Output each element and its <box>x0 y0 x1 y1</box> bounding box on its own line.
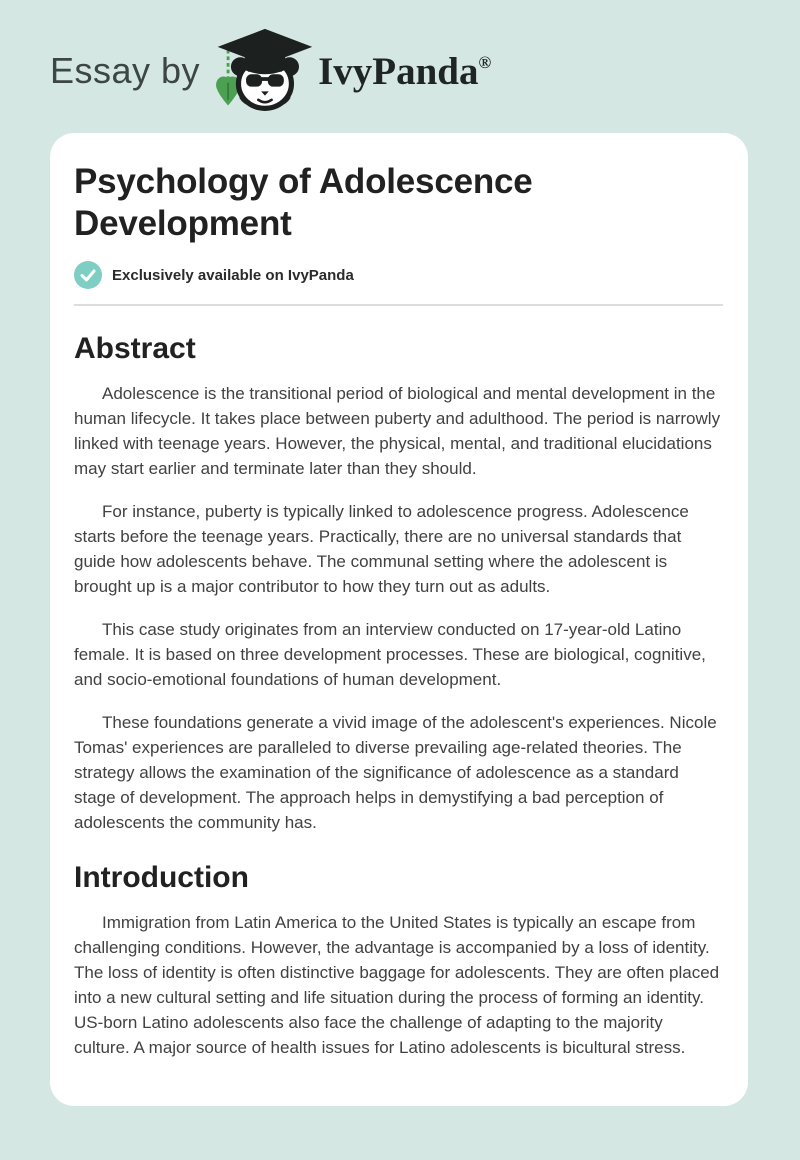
page-header <box>0 0 800 118</box>
registered-mark: ® <box>478 52 492 72</box>
essay-title: Psychology of Adolescence Development <box>74 162 533 243</box>
essay-by-label: Essay by <box>50 50 201 91</box>
section-heading-abstract: Abstract <box>74 332 196 365</box>
exclusive-badge-label: Exclusively available on IvyPanda <box>112 266 354 284</box>
paragraph: These foundations generate a vivid image of the adolescent's experiences. Nicole Tomas' experiences are paralleled to diverse prevailing age-related theories. The strategy allows the examination of the significance of adolescence as a standard stage of development. The approach helps in demystifying a bad perception of adolescents the community has. <box>74 713 717 832</box>
essay-card <box>50 133 748 1106</box>
paragraph: Adolescence is the transitional period of biological and mental development in the human lifecycle. It takes place between puberty and adulthood. The period is narrowly linked with teenage years. However, the physical, mental, and traditional elucidations may start earlier and terminate later than they should. <box>74 384 721 478</box>
paragraph: Immigration from Latin America to the United States is typically an escape from challenging conditions. However, the advantage is accompanied by a loss of identity. The loss of identity is often distinctive baggage for adolescents. They are often placed into a new cultural setting and life situation during the process of forming an identity. US-born Latino adolescents also face the challenge of adapting to the majority culture. A major source of health issues for Latino adolescents is bicultural stress. <box>74 913 720 1057</box>
section-heading-introduction: Introduction <box>74 861 249 894</box>
exclusive-badge <box>74 261 723 289</box>
check-icon <box>74 261 102 289</box>
brand-wordmark[interactable] <box>318 49 492 93</box>
paragraph: This case study originates from an interview conducted on 17-year-old Latino female. It is based on three development processes. These are biological, cognitive, and socio-emotional foundations of human development. <box>74 620 706 689</box>
paragraph: For instance, puberty is typically linked to adolescence progress. Adolescence starts before the teenage years. Practically, there are no universal standards that guide how adolescents behave. The communal setting where the adolescent is brought up is a major contributor to how they turn out as adults. <box>74 502 689 596</box>
ivypanda-panda-logo-icon[interactable] <box>212 25 316 117</box>
divider <box>74 304 723 306</box>
brand-name: IvyPanda <box>318 49 479 93</box>
